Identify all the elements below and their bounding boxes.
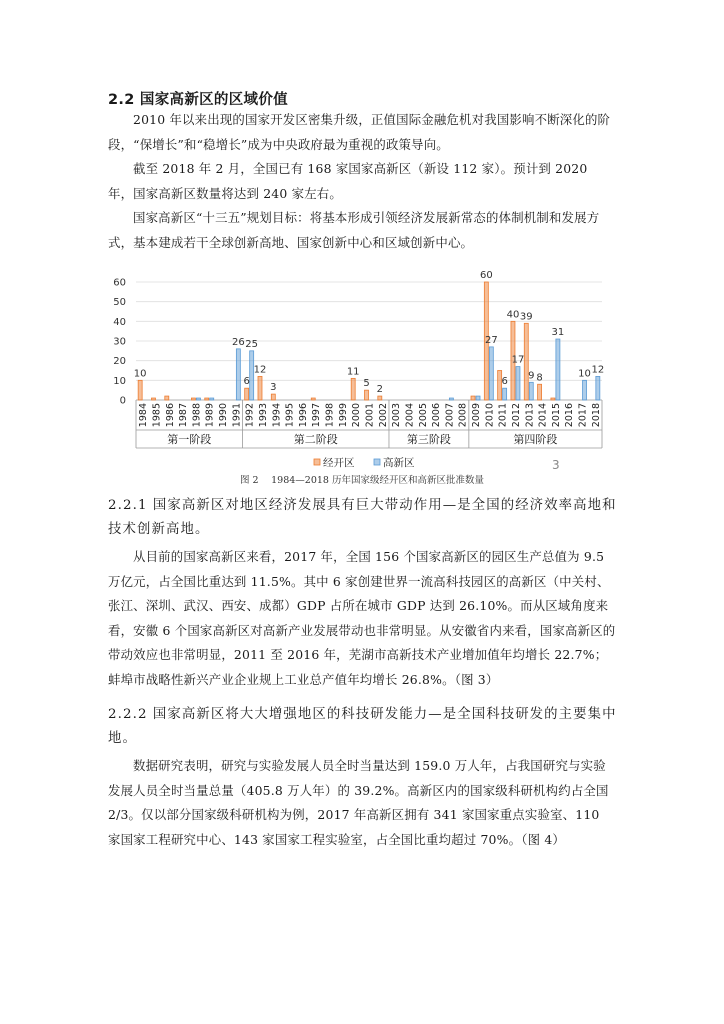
legend-label: 经开区 — [323, 457, 355, 469]
x-tick-label-2016: 2016 — [564, 403, 576, 428]
bar-hitech-2012 — [516, 367, 520, 400]
x-tick-label-2001: 2001 — [364, 403, 376, 428]
bar-hitech-2017 — [583, 380, 587, 400]
x-tick-label-2006: 2006 — [431, 403, 443, 428]
x-tick-label-1994: 1994 — [271, 403, 283, 428]
data-label-2012: 17 — [511, 354, 525, 366]
bar-hitech-1989 — [210, 398, 214, 400]
data-label-1992: 25 — [245, 338, 259, 350]
x-tick-label-1985: 1985 — [151, 403, 163, 428]
x-tick-label-2005: 2005 — [417, 403, 429, 428]
bar-econ-2009 — [471, 396, 475, 400]
section-title: 2.2 国家高新区的区域价值 — [108, 92, 288, 108]
data-label-2014: 8 — [536, 372, 543, 384]
y-tick-label: 60 — [113, 277, 126, 289]
bar-hitech-1991 — [236, 349, 240, 400]
bar-hitech-2018 — [596, 376, 600, 400]
figure-stray-mark: 3 — [552, 458, 560, 472]
bar-econ-1986 — [165, 396, 169, 400]
y-tick-label: 40 — [113, 316, 126, 328]
bar-hitech-2015 — [556, 339, 560, 400]
legend-swatch — [374, 459, 380, 465]
subsection-1-title: 2.2.1 国家高新区对地区经济发展具有巨大带动作用—是全国的经济效率高地和技术创新高地。 — [108, 498, 617, 537]
data-label-2017: 10 — [578, 368, 591, 380]
data-label-2018: 12 — [591, 364, 605, 376]
x-tick-label-2003: 2003 — [391, 403, 403, 428]
subsection-2-title: 2.2.2 国家高新区将大大增强地区的科技研发能力—是全国科技研发的主要集中地。 — [108, 707, 617, 746]
data-label-2001: 5 — [363, 378, 370, 390]
bar-econ-2002 — [378, 396, 382, 400]
bar-econ-2014 — [538, 384, 542, 400]
bar-hitech-2011 — [503, 388, 507, 400]
x-tick-label-2013: 2013 — [524, 403, 536, 428]
bar-econ-1989 — [205, 398, 209, 400]
phase-label: 第四阶段 — [513, 433, 558, 446]
data-label-2015: 31 — [551, 327, 565, 339]
data-label-1992: 6 — [243, 376, 250, 388]
bar-hitech-2010 — [489, 347, 493, 400]
bar-hitech-1988 — [196, 398, 200, 400]
data-label-2012: 40 — [506, 309, 520, 321]
approval-count-chart — [100, 260, 620, 472]
bar-econ-1997 — [311, 398, 315, 400]
data-label-2010: 60 — [479, 270, 493, 281]
x-tick-label-1999: 1999 — [337, 403, 349, 428]
x-tick-label-2009: 2009 — [471, 403, 483, 428]
bar-hitech-1992 — [250, 351, 254, 400]
bar-econ-2013 — [524, 323, 528, 400]
bar-econ-2001 — [365, 390, 369, 400]
x-tick-label-2015: 2015 — [550, 403, 562, 428]
subsection-2-body: 数据研究表明，研究与实验发展人员全时当量达到 159.0 万人年，占我国研究与实验发展人员全时当量总量（405.8 万人年）的 39.2%。高新区内的国家级科研机构约占全国 2/3。仅以部分国家级科研机构为例，2017 年高新区拥有 341 家国家重点实验室、110 家国家工程研究中心、143 家国家工程实验室，占全国比重均超过 70%。（图 4） — [108, 758, 609, 847]
y-tick-label: 50 — [113, 297, 126, 309]
x-tick-label-1990: 1990 — [218, 403, 230, 428]
x-tick-label-1996: 1996 — [297, 403, 309, 428]
phase-label: 第一阶段 — [167, 433, 212, 446]
y-tick-label: 0 — [119, 395, 126, 407]
x-tick-label-2012: 2012 — [510, 403, 522, 428]
data-label-2010: 27 — [484, 334, 498, 346]
x-tick-label-2007: 2007 — [444, 403, 456, 428]
paragraph-plan: 国家高新区“十三五”规划目标：将基本形成引领经济发展新常态的体制机制和发展方式，基本建成若干全球创新高地、国家创新中心和区域创新中心。 — [108, 210, 600, 250]
y-tick-label: 30 — [113, 336, 126, 348]
legend-swatch — [314, 459, 320, 465]
subsection-1-body: 从目前的国家高新区来看，2017 年，全国 156 个国家高新区的园区生产总值为 9.5 万亿元，占全国比重达到 11.5%。其中 6 家创建世界一流高科技园区的高新区（中关村、张江、深圳、武汉、西安、成都）GDP 占所在城市 GDP 达到 26.10%。而从区域角度来看，安徽 6 个国家高新区对高新产业发展带动也非常明显。从安徽省内来看，国家高新区的带动效应也非常明显，2011 至 2016 年，芜湖市高新技术产业增加值年均增长 22.7%；蚌埠市战略性新兴产业企业规上工业总产值年均增长 26.8%。（图 3） — [108, 549, 616, 687]
data-label-2013: 39 — [519, 311, 533, 323]
bar-hitech-2007 — [449, 398, 453, 400]
bar-econ-2000 — [351, 378, 355, 400]
bar-econ-1984 — [138, 380, 142, 400]
phase-label: 第三阶段 — [406, 433, 451, 446]
data-label-1993: 12 — [253, 364, 267, 376]
x-tick-label-2018: 2018 — [590, 403, 602, 428]
x-tick-label-2000: 2000 — [351, 403, 363, 428]
x-tick-label-1988: 1988 — [191, 403, 203, 428]
bar-econ-1988 — [191, 398, 195, 400]
y-tick-label: 10 — [113, 375, 126, 387]
x-tick-label-2004: 2004 — [404, 403, 416, 428]
x-tick-label-1991: 1991 — [231, 403, 243, 428]
bar-econ-1985 — [151, 398, 155, 400]
x-tick-label-2002: 2002 — [377, 403, 389, 428]
data-label-2000: 11 — [346, 366, 360, 378]
bar-econ-1992 — [245, 388, 249, 400]
x-tick-label-1993: 1993 — [257, 403, 269, 428]
x-tick-label-2017: 2017 — [577, 403, 589, 428]
x-tick-label-1989: 1989 — [204, 403, 216, 428]
paragraph-upgrade: 2010 年以来出现的国家开发区密集升级，正值国际金融危机对我国影响不断深化的阶段，“保增长”和“稳增长”成为中央政府最为重视的政策导向。 — [108, 112, 611, 152]
paragraph-count: 截至 2018 年 2 月，全国已有 168 家国家高新区（新设 112 家）。预计到 2020 年，国家高新区数量将达到 240 家左右。 — [108, 161, 588, 201]
data-label-2002: 2 — [376, 384, 384, 396]
bar-hitech-2009 — [476, 396, 480, 400]
bar-econ-1994 — [271, 394, 275, 400]
data-label-1984: 10 — [133, 368, 147, 380]
x-tick-label-1992: 1992 — [244, 403, 256, 428]
data-label-1994: 3 — [270, 382, 277, 394]
data-label-1991: 26 — [231, 336, 245, 348]
x-tick-label-2014: 2014 — [537, 403, 549, 428]
data-label-2013: 9 — [528, 370, 535, 382]
x-tick-label-1986: 1986 — [164, 403, 176, 428]
bar-hitech-2013 — [529, 382, 533, 400]
x-tick-label-1998: 1998 — [324, 403, 336, 428]
x-tick-label-1987: 1987 — [178, 403, 190, 428]
figure-caption: 图 2 1984—2018 历年国家级经开区和高新区批准数量 — [240, 475, 484, 486]
x-tick-label-1984: 1984 — [138, 403, 150, 428]
bar-econ-2015 — [551, 398, 555, 400]
phase-label: 第二阶段 — [293, 433, 338, 446]
x-tick-label-2008: 2008 — [457, 403, 469, 428]
y-tick-label: 20 — [113, 356, 126, 368]
x-tick-label-1995: 1995 — [284, 403, 296, 428]
x-tick-label-2011: 2011 — [497, 403, 509, 428]
data-label-2011: 6 — [501, 376, 508, 388]
x-tick-label-2010: 2010 — [484, 403, 496, 428]
bar-econ-1993 — [258, 376, 262, 400]
legend-label: 高新区 — [383, 457, 415, 469]
x-tick-label-1997: 1997 — [311, 403, 323, 428]
